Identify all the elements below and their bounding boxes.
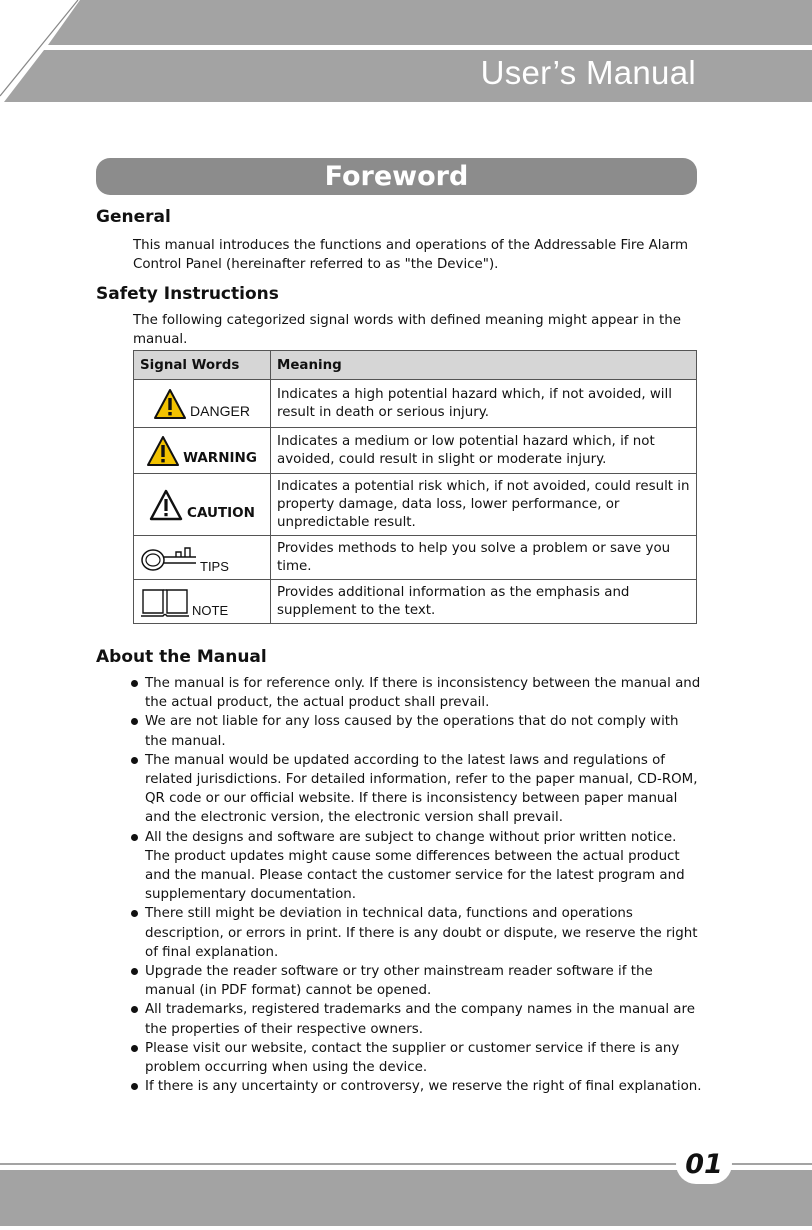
- table-header-row: [134, 351, 697, 380]
- foreword-banner: [96, 158, 697, 195]
- banner-title: Foreword: [324, 161, 469, 192]
- page-header: [0, 0, 812, 104]
- table-row: [134, 380, 697, 428]
- signal-words-table: [133, 350, 697, 624]
- general-text: This manual introduces the functions and operations of the Addressable Fire Alarm Control Panel (hereinafter referred to as "the Device").: [133, 238, 689, 272]
- key-icon: [140, 542, 198, 574]
- list-item: If there is any uncertainty or controversy, we reserve the right of final explanation.: [130, 1077, 702, 1096]
- list-item: The manual would be updated according to the latest laws and regulations of related jurisdictions. For detailed information, refer to the paper manual, CD-ROM, QR code or our official website. If there is inconsistency between paper manual and the electronic version, the electronic version shall prevail.: [130, 751, 702, 828]
- danger-warning-icon: [154, 389, 186, 419]
- safety-intro: The following categorized signal words with defined meaning might appear in the manual.: [133, 313, 681, 347]
- list-item: All trademarks, registered trademarks and the company names in the manual are the properties of their respective owners.: [130, 1000, 702, 1038]
- list-item: We are not liable for any loss caused by the operations that do not comply with the manual.: [130, 712, 702, 750]
- table-row: [134, 428, 697, 474]
- warning-meaning: Indicates a medium or low potential hazard which, if not avoided, could result in slight or moderate injury.: [271, 428, 697, 474]
- table-row: [134, 536, 697, 580]
- note-label: NOTE: [192, 602, 229, 618]
- about-heading: About the Manual: [96, 647, 267, 667]
- warning-label: WARNING: [183, 449, 257, 466]
- safety-heading: Safety Instructions: [96, 284, 279, 304]
- general-heading: General: [96, 207, 171, 227]
- caution-label: CAUTION: [187, 504, 255, 521]
- caution-warning-icon: [149, 489, 183, 521]
- book-icon: [140, 586, 190, 618]
- manual-title: User’s Manual: [480, 54, 696, 91]
- list-item: The manual is for reference only. If there is inconsistency between the manual and the actual product, the actual product shall prevail.: [130, 674, 702, 712]
- list-item: Please visit our website, contact the supplier or customer service if there is any problem occurring when using the device.: [130, 1039, 702, 1077]
- table-row: [134, 580, 697, 624]
- caution-meaning: Indicates a potential risk which, if not avoided, could result in property damage, data loss, lower performance, or unpredictable result.: [271, 474, 697, 536]
- signal-words-header: Signal Words: [134, 351, 271, 380]
- note-meaning: Provides additional information as the emphasis and supplement to the text.: [271, 580, 697, 624]
- warning-warning-icon: [147, 436, 179, 466]
- danger-label: DANGER: [190, 402, 250, 419]
- danger-meaning: Indicates a high potential hazard which, if not avoided, will result in death or serious injury.: [271, 380, 697, 428]
- tips-label: TIPS: [200, 558, 229, 574]
- about-list: [130, 674, 702, 1096]
- table-row: [134, 474, 697, 536]
- page-number: 01: [676, 1144, 732, 1184]
- list-item: All the designs and software are subject to change without prior written notice. The product updates might cause some differences between the actual product and the manual. Please contact the customer service for the latest program and supplementary documentation.: [130, 828, 702, 905]
- list-item: There still might be deviation in technical data, functions and operations description, or errors in print. If there is any doubt or dispute, we reserve the right of final explanation.: [130, 904, 702, 962]
- meaning-header: Meaning: [271, 351, 697, 380]
- tips-meaning: Provides methods to help you solve a problem or save you time.: [271, 536, 697, 580]
- list-item: Upgrade the reader software or try other mainstream reader software if the manual (in PDF format) cannot be opened.: [130, 962, 702, 1000]
